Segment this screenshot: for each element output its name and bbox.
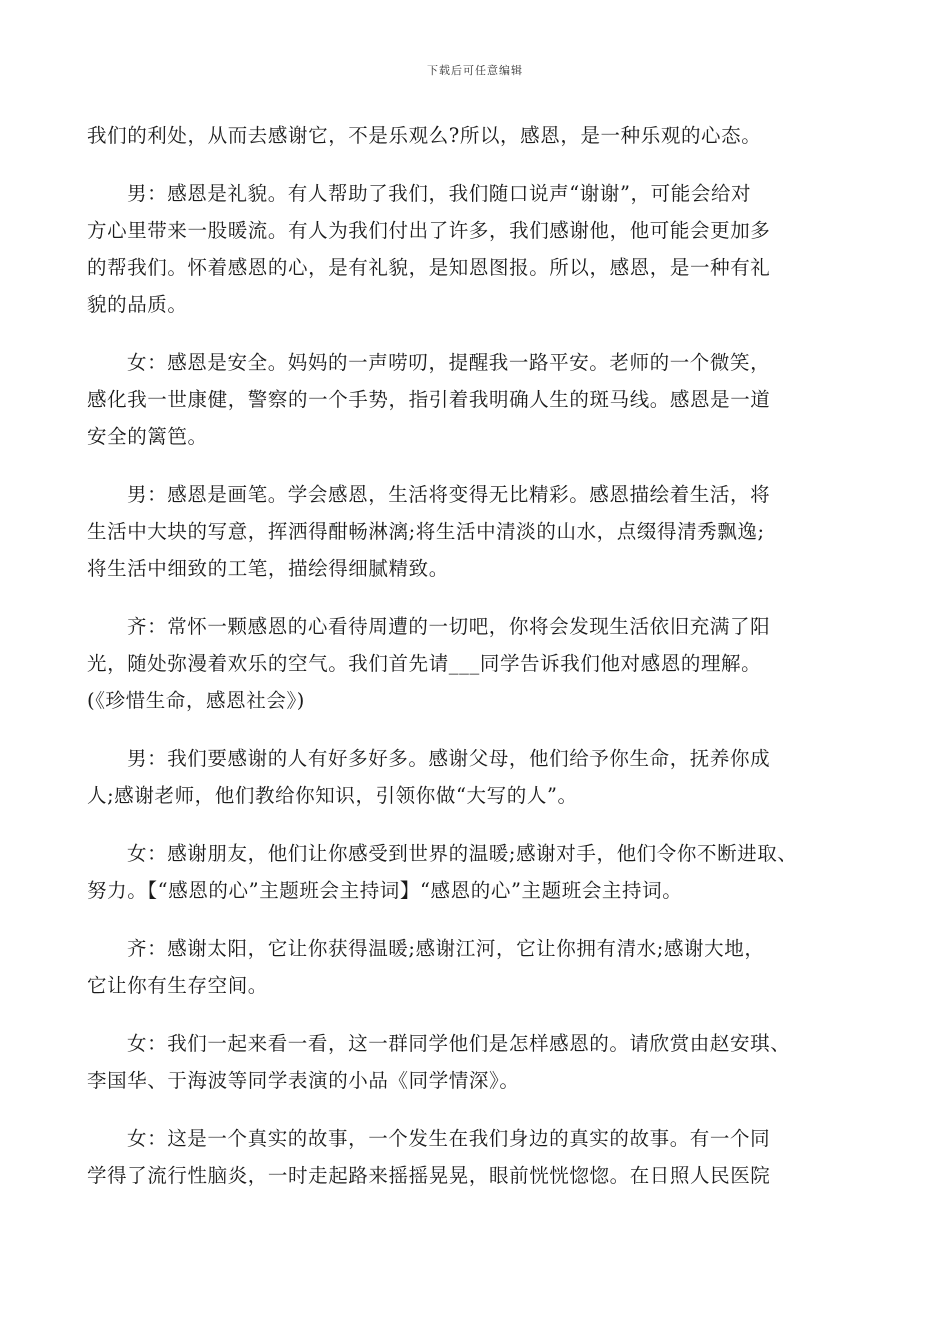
paragraph-courtesy [87, 175, 863, 323]
text-line: 光，随处弥漫着欢乐的空气。我们首先请___同学告诉我们他对感恩的理解。 [87, 652, 762, 675]
text-line: 它让你有生存空间。 [87, 974, 268, 997]
text-line: 女：我们一起来看一看，这一群同学他们是怎样感恩的。请欣赏由赵安琪、 [127, 1032, 791, 1055]
paragraph-optimism [87, 117, 863, 154]
text-line: 感化我一世康健，警察的一个手势，指引着我明确人生的斑马线。感恩是一道 [87, 388, 771, 411]
paragraph-safety [87, 344, 863, 455]
text-line: 男：感恩是画笔。学会感恩，生活将变得无比精彩。感恩描绘着生活，将 [127, 483, 771, 506]
text-line: 男：感恩是礼貌。有人帮助了我们，我们随口说声“谢谢”，可能会给对 [127, 182, 752, 205]
text-line: 将生活中细致的工笔，描绘得细腻精致。 [87, 557, 449, 580]
text-line: 齐：感谢太阳，它让你获得温暖;感谢江河，它让你拥有清水;感谢大地， [127, 937, 765, 960]
text-line: 男：我们要感谢的人有好多好多。感谢父母，他们给予你生命，抚养你成 [127, 747, 771, 770]
text-line: 方心里带来一股暖流。有人为我们付出了许多，我们感谢他，他可能会更加多 [87, 219, 771, 242]
paragraph-true-story [87, 1120, 863, 1194]
paragraph-thank-friends [87, 835, 863, 909]
text-line: 女：这是一个真实的故事，一个发生在我们身边的真实的故事。有一个同 [127, 1127, 771, 1150]
text-line: 我们的利处，从而去感谢它，不是乐观么?所以，感恩，是一种乐观的心态。 [87, 124, 762, 147]
text-line: 安全的篱笆。 [87, 425, 208, 448]
paragraph-thank-parents [87, 740, 863, 814]
text-line: 李国华、于海波等同学表演的小品《同学情深》。 [87, 1069, 520, 1092]
paragraph-paintbrush [87, 476, 863, 587]
paragraph-together-2 [87, 930, 863, 1004]
text-line: 努力。【“感恩的心”主题班会主持词】“感恩的心”主题班会主持词。 [87, 879, 683, 902]
text-line: 生活中大块的写意，挥洒得酣畅淋漓;将生活中清淡的山水，点缀得清秀飘逸; [87, 520, 765, 543]
text-line: 的帮我们。怀着感恩的心，是有礼貌，是知恩图报。所以，感恩，是一种有礼 [87, 256, 771, 279]
page-header: 下载后可任意编辑 [427, 64, 523, 77]
text-line: 齐：常怀一颗感恩的心看待周遭的一切吧，你将会发现生活依旧充满了阳 [127, 615, 771, 638]
text-line: 女：感恩是安全。妈妈的一声唠叨，提醒我一路平安。老师的一个微笑， [127, 351, 771, 374]
text-line: 学得了流行性脑炎，一时走起路来摇摇晃晃，眼前恍恍惚惚。在日照人民医院 [87, 1164, 771, 1187]
paragraph-skit-intro [87, 1025, 863, 1099]
text-line: 人;感谢老师，他们教给你知识，引领你做“大写的人”。 [87, 784, 578, 807]
text-line: (《珍惜生命，感恩社会》) [87, 689, 306, 712]
text-line: 貌的品质。 [87, 293, 188, 316]
paragraph-together-1 [87, 608, 863, 719]
text-line: 女：感谢朋友，他们让你感受到世界的温暖;感谢对手，他们令你不断进取、 [127, 842, 798, 865]
document-body [87, 117, 863, 1194]
